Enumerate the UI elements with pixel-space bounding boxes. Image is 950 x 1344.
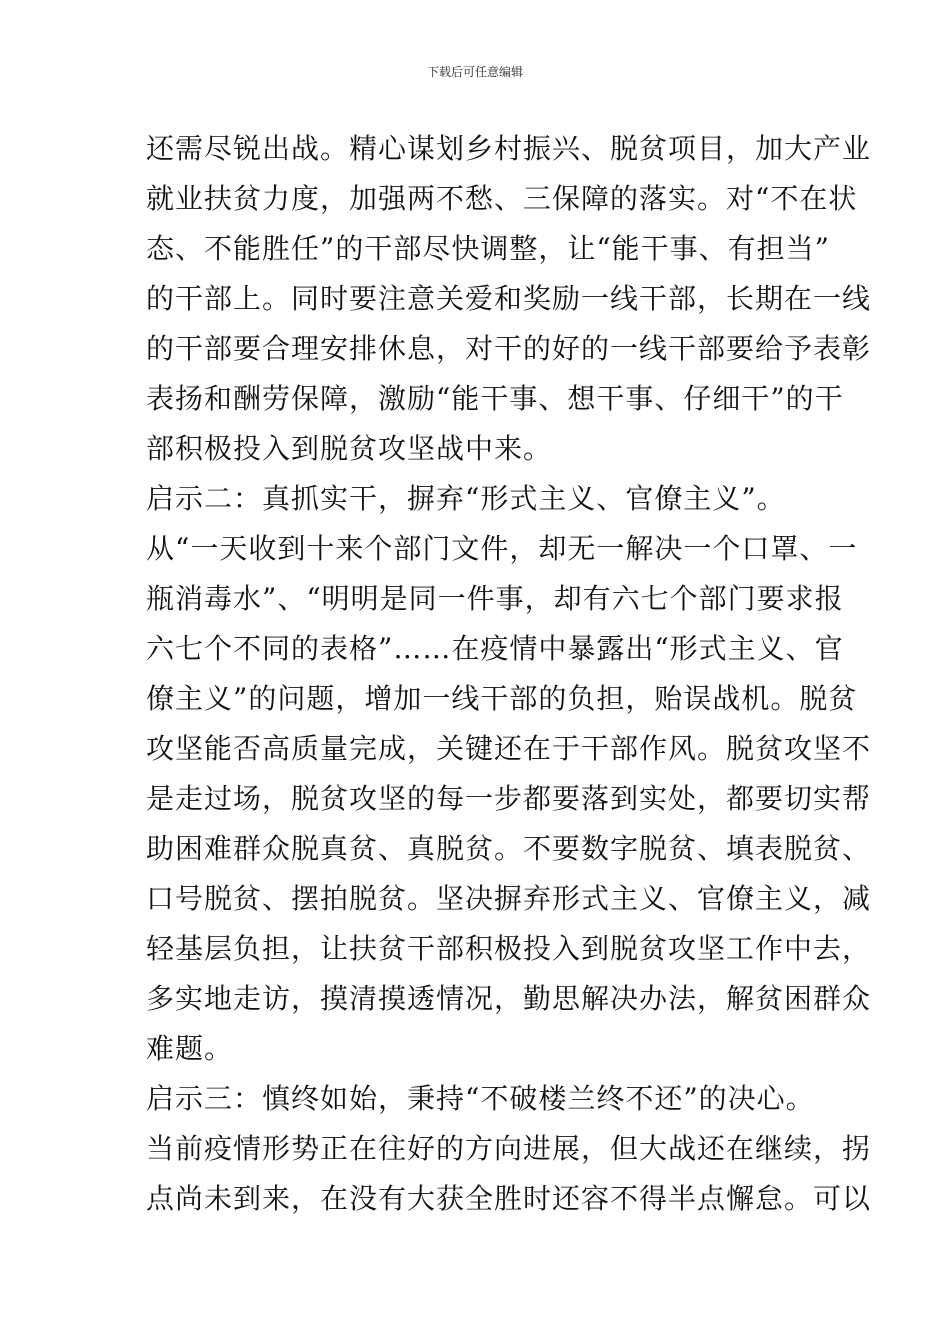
text-line: 助困难群众脱真贫、真脱贫。不要数字脱贫、填表脱贫、 — [146, 832, 872, 865]
text-line: 的干部上。同时要注意关爱和奖励一线干部，长期在一线 — [146, 282, 872, 315]
section-heading: 启示二：真抓实干，摒弃“形式主义、官僚主义”。 — [146, 482, 786, 515]
text-line: 态、不能胜任”的干部尽快调整，让“能干事、有担当” — [146, 232, 830, 265]
text-line: 攻坚能否高质量完成，关键还在于干部作风。脱贫攻坚不 — [146, 732, 872, 765]
text-line: 当前疫情形势正在往好的方向进展，但大战还在继续，拐 — [146, 1132, 872, 1165]
text-line: 六七个不同的表格”……在疫情中暴露出“形式主义、官 — [146, 632, 844, 665]
document-body — [0, 124, 950, 1224]
page-header: 下载后可任意编辑 — [426, 65, 523, 79]
text-line: 还需尽锐出战。精心谋划乡村振兴、脱贫项目，加大产业 — [146, 132, 872, 165]
text-line: 点尚未到来，在没有大获全胜时还容不得半点懈怠。可以 — [146, 1182, 872, 1215]
text-line: 轻基层负担，让扶贫干部积极投入到脱贫攻坚工作中去， — [146, 932, 872, 965]
text-line: 僚主义”的问题，增加一线干部的负担，贻误战机。脱贫 — [146, 682, 858, 715]
text-line: 部积极投入到脱贫攻坚战中来。 — [146, 432, 553, 465]
section-heading: 启示三：慎终如始，秉持“不破楼兰终不还”的决心。 — [146, 1082, 815, 1115]
text-line: 从“一天收到十来个部门文件，却无一解决一个口罩、一 — [146, 532, 858, 565]
text-line: 是走过场，脱贫攻坚的每一步都要落到实处，都要切实帮 — [146, 782, 872, 815]
text-line: 难题。 — [146, 1032, 234, 1065]
text-line: 多实地走访，摸清摸透情况，勤思解决办法，解贫困群众 — [146, 982, 872, 1015]
text-line: 就业扶贫力度，加强两不愁、三保障的落实。对“不在状 — [146, 182, 858, 215]
text-line: 表扬和酬劳保障，激励“能干事、想干事、仔细干”的干 — [146, 382, 844, 415]
text-line: 瓶消毒水”、“明明是同一件事，却有六七个部门要求报 — [146, 582, 844, 615]
text-line: 的干部要合理安排休息，对干的好的一线干部要给予表彰 — [146, 332, 872, 365]
text-line: 口号脱贫、摆拍脱贫。坚决摒弃形式主义、官僚主义，减 — [146, 882, 872, 915]
